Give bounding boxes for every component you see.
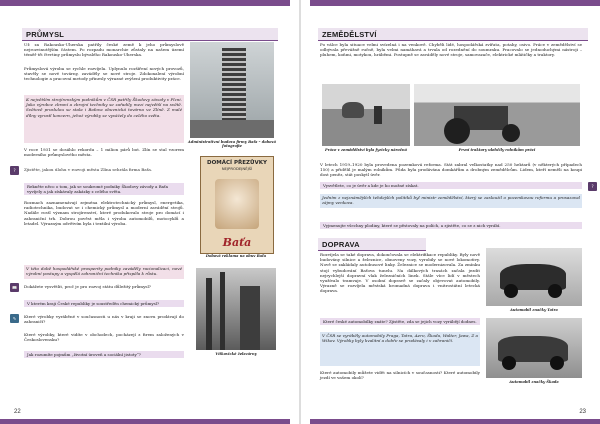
page-number-right: 23 [579, 409, 586, 415]
left-paragraph-5: Rozmach zaznamenávají zejména elektrotechnický průmysl, energetika, radiotechnika, budovat se i chemický průmysl a moderní zavádění strojů. Nadále rostl význam strojírenství, které produkovalo stroje pro domácí i zahraniční trh. Dobrou pověst měla i výroba automobilů, motocyklů a letadel. Výrazným odvětvím byla i textilní výroba. [24, 200, 184, 226]
caption-advertisement: Dobová reklama na obuv Baťa [205, 254, 267, 258]
left-question-5: Jak rozumíte pojmům „životní úroveň a sociální jistoty“? [24, 351, 184, 358]
book-spine [299, 0, 301, 424]
note-skoda-text: K největším strojírenským podnikům v ČSR patřily Škodovy závody v Plzni. Jako výrobce zbraní a zbrojní techniky se zařadily mezi největší na světě. Světově proslulou se stala i Baťova obuvnická továrna ve Zlíně. Z malé dílny vyrostl koncern, jehož výrobky se vyvážely do celého světa. [26, 97, 182, 118]
book-icon: 📖 [10, 283, 19, 292]
right-paragraph-2: V letech 1919–1920 byla provedena pozemková reforma. Stát zabral velkostatky nad 250 hektarů (v některých případech 150) a přidělil je malým rolníkům. Půda byla prodávána domkářům a drobným zemědělcům. Lidem, kteří neměli na koupi dost peněz, stát poskytl úvěr. [320, 162, 582, 178]
right-paragraph-1: Po válce byla situace velmi svízelná i na venkově. Chyběli lidé, hospodářská zvířata, potahy, osivo. Práce v zemědělství se odbývala převážně ručně, byla velmi namáhavá a trvala od rozednění do soumraku. Pracovalo se jednoduchými nástroji – pluhem, koňmi, motykou, hráběmi. Postupně se zaváděly nové stroje, samovazače, elektrické mlátičky a traktory. [320, 42, 582, 58]
caption-tractor: První traktory ulehčily rolníkům práci [458, 148, 536, 152]
bottom-accent-right [310, 419, 600, 424]
note-prosperity-text: V této době hospodářské prosperity podniky zaváděly racionalizaci, nové výrobní postupy a vyspělá zahraniční technika přispěla k růstu. [26, 266, 182, 277]
section-heading-transport: DOPRAVA [318, 238, 426, 251]
photo-plough [322, 84, 410, 146]
photo-bata-building [190, 42, 274, 138]
right-question-2: Vyjmenujte všechny plodiny, které se pěstovaly na polích, a zjistěte, co se z nich vyrábí. [320, 222, 582, 229]
ad-title: DOMÁCÍ PŘEZŮVKY [207, 160, 267, 166]
photo-tractor [414, 84, 580, 146]
photo-skoda-car [486, 318, 582, 378]
note-cars-text: V ČSR se vyráběly automobily Praga, Tatra, Aero, Škoda, Walter, Jawa, Z a Wikov. Výrobky byly kvalitní a dobře se prodávaly i v zahraničí. [322, 333, 478, 344]
section-heading-agriculture: ZEMĚDĚLSTVÍ [318, 28, 588, 41]
right-question-3: Které české automobilky znáte? Zjistěte, zda se jejich vozy vyrábějí dodnes. [320, 318, 480, 325]
top-accent-left [0, 0, 290, 6]
question-icon: ? [10, 166, 19, 175]
caption-plough: Práce v zemědělství byla fyzicky náročná [325, 148, 407, 152]
ad-subtitle: NEJPRODEJNĚJŠÍ [221, 166, 253, 171]
caption-skoda-car: Automobil značky Škoda [509, 380, 559, 384]
right-question-1: Vysvětlete, co je úvěr a kde je ho možné získat. [320, 182, 582, 189]
pink-note-zlin: Zjistěte, jakou úlohu v rozvoji města Zlína sehrála firma Baťa. [24, 167, 153, 172]
top-accent-right [310, 0, 600, 6]
question-companies: Rekněte něco o tom, jak se soukromé podniky Škodovy závody a Baťa vyvíjely a jak získávaly zakázky z celého světa. [24, 183, 184, 195]
left-paragraph-1: Už za Rakousko-Uherska patřily české země k jeho průmyslově nejrozvinutějším částem. Po rozpadu monarchie zůstaly na našem území téměř tři čtvrtiny průmyslu bývalého Rakousko-Uherska. [24, 42, 184, 58]
note-minister-text: Jedním z nejznámějších tehdejších politiků byl ministr zemědělství, který se zasloužil o pozemkovou reformu a prosazoval zájmy venkova. [322, 195, 580, 206]
left-question-3: Které výrobky vyráběné v současnosti u nás v kraji se znovu prodávají do zahraničí? [24, 314, 184, 325]
section-heading-industry: PRŮMYSL [22, 28, 278, 41]
photo-ironworks [196, 268, 276, 350]
caption-bata-building: Administrativní budova firmy Baťa – dobová fotografie [188, 140, 276, 149]
left-question-1: Dokážete vysvětlit, proč je pro rozvoj státu důležitý průmysl? [24, 284, 151, 289]
bottom-accent-left [0, 419, 290, 424]
left-paragraph-2: Průmyslová výroba se rychle rozvíjela. Uplynulo rozšíření nových provozů, stavěly se nové továrny, zaváděly se nové stroje. Zdokonalení výrobní technologie a pracovní metody přinesly výrazné zvýšení produktivity práce. [24, 66, 184, 82]
right-question-4: Které automobily můžete vidět na silnicích v současnosti? Které automobily jezdí ve vašem okolí? [320, 370, 480, 381]
caption-ironworks: Vítkovické železárny [215, 352, 257, 356]
photo-tatra-car [486, 248, 582, 306]
bata-advertisement [200, 156, 274, 254]
left-paragraph-3: V roce 1931 se dosáhlo rekordu – 1 milion párů bot. Zlín se stal vzorem moderního průmyslového města. [24, 147, 184, 158]
ad-brand: Baťa [222, 236, 252, 249]
left-question-2: V kterém kraji České republiky je soustředěn chemický průmysl? [24, 300, 184, 307]
left-question-4: Které výrobky, které vidíte v obchodech, pocházejí z firem založených v Československu? [24, 332, 184, 343]
note-icon: ✎ [10, 314, 19, 323]
page-number-left: 22 [14, 409, 21, 415]
caption-tatra-car: Automobil značky Tatra [510, 308, 558, 312]
question-icon-right: ? [588, 182, 597, 191]
right-paragraph-3: Rozvíjela se také doprava, dokončovala se elektrifikace republiky. Byly nově budovány silnice a železnice, obnoveny vozy, vyrobily se nové lokomotivy. Nově se zakládaly autobusové linky. Železnice se modernizovala. Za zmínku stojí vybudování Baťova tunelu. Na dálkových trasách začala jezdit nejrychlejší dopravní vlak železničních linek. Stále více lidí v městech využívalo tramvaje. V osobní dopravě se začaly objevovat automobily. Výrazně se rozvíjela městská hromadná doprava i vnitrostátní letecká doprava. [320, 252, 480, 294]
